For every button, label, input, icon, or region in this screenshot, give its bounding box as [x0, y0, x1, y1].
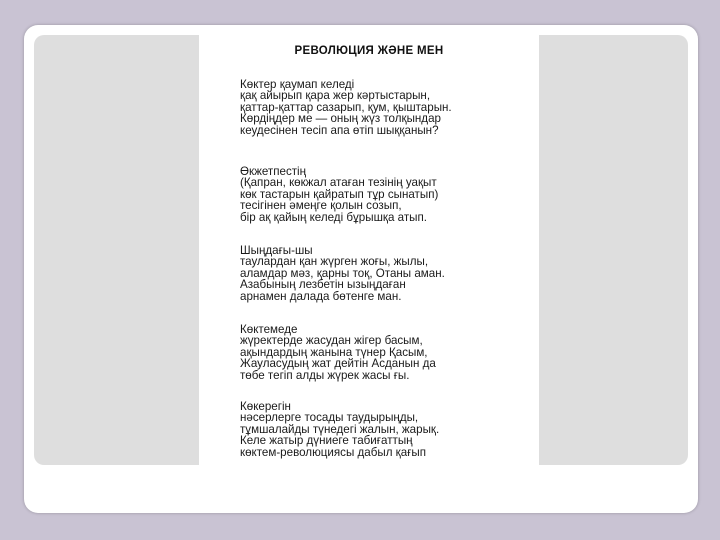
stanza-2 — [240, 166, 536, 223]
stanza-line: қаттар-қаттар сазарып, қум, қыштарын. — [240, 100, 452, 114]
stanza-line: Өкжетпестің — [240, 165, 307, 178]
stanza-4 — [240, 324, 536, 381]
stanza-line: көктем-революциясы дабыл қағып — [240, 445, 427, 459]
stanza-line: Көктемеде — [240, 323, 298, 336]
stanza-line: Көктер қаумап келеді — [240, 78, 355, 91]
stanza-line: бір ақ қайың келеді бұрышқа атып. — [240, 210, 427, 224]
stanza-line: таулардан қан жүрген жоғы, жылы, — [240, 255, 429, 269]
stanza-line: Жауласудың жат дейтін Асданын да — [240, 357, 436, 371]
stanza-line: тесігінен әмеңге қолын созып, — [240, 199, 402, 213]
stanza-line: ақындардың жанына түнер Қасым, — [240, 345, 428, 359]
stanza-line: Азабының лезбетін ызыңдаған — [240, 278, 406, 292]
stanza-line: арнамен далада бөтенге ман. — [240, 289, 402, 303]
stanza-line: аламдар мәз, қарны тоқ, Отаны аман. — [240, 266, 445, 280]
stanza-line: нәсерлерге тосады таудырыңды, — [240, 411, 419, 425]
stanza-line: Көкерегін — [240, 400, 291, 413]
stanza-1 — [240, 79, 536, 136]
stanza-line: кеудесінен тесіп апа өтіп шыққанын? — [240, 123, 439, 137]
stanza-line: көк тастарын қайратып тұр сынатып) — [240, 187, 439, 201]
stanza-line: қақ айырып қара жер кәртыстарын, — [240, 89, 431, 103]
stanza-line: төбе тегіп алды жүрек жасы ғы. — [240, 368, 410, 382]
stanza-line: тұмшалайды түнедегі жалын, жарық. — [240, 422, 440, 436]
stanza-line: Келе жатыр дүниеге табиғаттың — [240, 434, 413, 448]
scanned-page — [199, 35, 539, 465]
slide-area — [34, 35, 688, 465]
stanza-3 — [240, 245, 536, 302]
poem-title: РЕВОЛЮЦИЯ ЖӘНЕ МЕН — [294, 45, 444, 57]
stanza-5 — [240, 401, 536, 458]
slide-frame — [24, 25, 698, 513]
stanza-line: жүректерде жасудан жігер басым, — [240, 334, 423, 348]
stanza-line: (Қапран, көкжал атаған тезінің уақыт — [240, 176, 437, 190]
stanza-line: Шыңдағы-шы — [240, 244, 313, 257]
stanza-line: Көрдіңдер ме — оның жүз толқындар — [240, 112, 441, 126]
